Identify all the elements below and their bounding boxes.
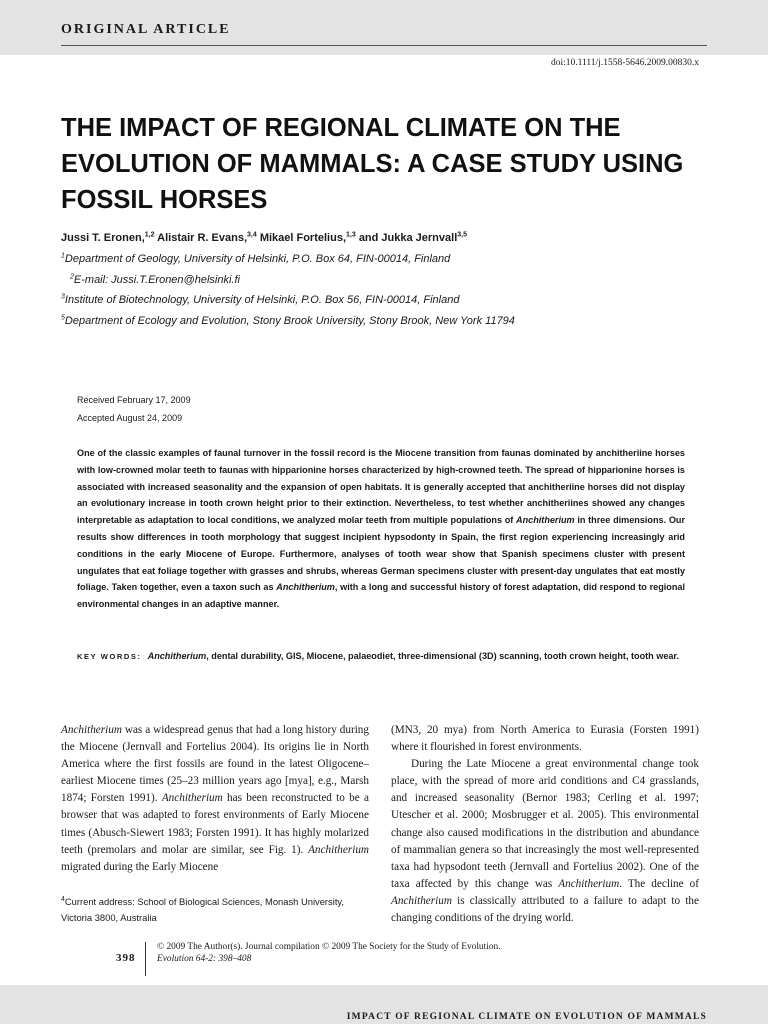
genus-name: Anchitherium (516, 515, 575, 526)
copyright-notice: © 2009 The Author(s). Journal compilation © 2009 The Society for the Study of Evolution. (157, 942, 501, 952)
author-affiliation-marker: 3,4 (247, 231, 257, 239)
body-paragraph: During the Late Miocene a great environmental change took place, with the spread of more arid conditions and C4 grasslands, and increased seasonality (Bernor 1983; Cerling et al. 1997; Utescher et al. 2000; Mosbrugger et al. 2005). This environmental change also caused modifications in the distribution and abundance of mammalian genera so that increasingly the most well-represented taxa had hypsodont teeth (Jernvall and Fortelius 2002). One of the taxa affected by this change was Anchitherium. The decline of Anchitherium is classically attributed to a failure to adapt to the changing conditions of the drying world. (391, 758, 699, 925)
abstract: One of the classic examples of faunal turnover in the fossil record is the Miocene transition from faunas dominated by anchitheriine horses with low-crowned molar teeth to faunas with hipparionine horses characterized by high-crowned teeth. The spread of hipparionine horses is associated with increased seasonality and the expansion of open habitats. It is generally accepted that anchitheriine horses did not display an evolutionary increase in tooth crown height prior to their extinction. Nevertheless, to test whether anchitheriines showed any changes interpretable as adaptation to local conditions, we analyzed molar teeth from multiple populations of Anchitherium in three dimensions. Our results show differences in tooth morphology that suggest incipient hypsodonty in Spain, the first region experiencing increasingly arid conditions in the early Miocene of Europe. Furthermore, analyses of tooth wear show that Spanish specimens cluster with present ungulates that eat foliage together with grasses and shrubs, whereas German specimens cluster with present-day ungulates that eat mostly foliage. Taken together, even a taxon such as Anchitherium, with a long and successful history of forest adaptation, did respond to regional environmental changes in an adaptive manner. (77, 448, 685, 610)
author-affiliation-marker: 1,3 (346, 231, 356, 239)
author-affiliation-marker: 3,5 (457, 231, 467, 239)
affiliation: $^5$Department of Ecology and Evolution, Stony Brook University, Stony Brook, New York 11794 (61, 314, 515, 327)
affiliation: $^1$Department of Geology, University of Helsinki, P.O. Box 64, FIN-00014, Finland (61, 252, 451, 265)
doi[interactable]: doi:10.1111/j.1558-5646.2009.00830.x (550, 58, 699, 68)
author-name: Jussi T. Eronen, (61, 232, 145, 244)
affiliation: $^3$Institute of Biotechnology, University of Helsinki, P.O. Box 56, FIN-00014, Finland (61, 293, 460, 306)
author-name: Mikael Fortelius, (259, 232, 347, 244)
accepted-date: Accepted August 24, 2009 (77, 413, 183, 423)
body-paragraph: Anchitherium was a widespread genus that had a long history during the Miocene (Jernvall and Fortelius 2004). Its origins lie in North America where the first fossils are found in the latest Oligocene–earliest Miocene times (25–23 million years ago [mya], e.g., Marsh 1874; Forsten 1991). Anchitherium has been reconstructed to be a browser that was adapted to forest environments of Early Miocene times (Abusch-Siewert 1983; Forsten 1991). It has highly molarized teeth (premolars and molar are similar, see Fig. 1). Anchitherium migrated during the Early Miocene (61, 724, 369, 873)
author-affiliation-marker: 1,2 (144, 231, 155, 239)
section-label: ORIGINAL ARTICLE (61, 22, 231, 37)
body-column-left (61, 722, 369, 876)
article-title: THE IMPACT OF REGIONAL CLIMATE ON THE EVOLUTION OF MAMMALS: A CASE STUDY USING FOSSIL HORSES (61, 114, 684, 214)
header-rule (61, 45, 707, 46)
received-date: Received February 17, 2009 (77, 395, 191, 405)
author-email[interactable]: $^2$E-mail: Jussi.T.Eronen@helsinki.fi (70, 273, 240, 286)
author-name: Alistair R. Evans, (157, 232, 248, 244)
journal-reference: Evolution 64-2: 398–408 (157, 954, 252, 964)
genus-name: Anchitherium (276, 582, 335, 593)
running-head: IMPACT OF REGIONAL CLIMATE ON EVOLUTION OF MAMMALS (346, 1012, 707, 1022)
keywords-label: KEY WORDS: (77, 652, 142, 661)
author-name: and Jukka Jernvall (358, 232, 458, 244)
body-paragraph: (MN3, 20 mya) from North America to Eurasia (Forsten 1991) where it flourished in forest environments. (391, 724, 699, 754)
genus-name: Anchitherium (147, 651, 207, 661)
body-column-right (391, 722, 699, 927)
page-number: 398 (116, 952, 136, 964)
author-list (61, 232, 467, 244)
footnote: $^4$Current address: School of Biological Sciences, Monash University, Victoria 3800, Australia (61, 895, 345, 923)
keywords: KEY WORDS: Anchitherium, dental durability, GIS, Miocene, palaeodiet, three-dimensional (3D) scanning, tooth crown height, tooth wear. (77, 651, 679, 661)
footer-divider (145, 942, 146, 976)
